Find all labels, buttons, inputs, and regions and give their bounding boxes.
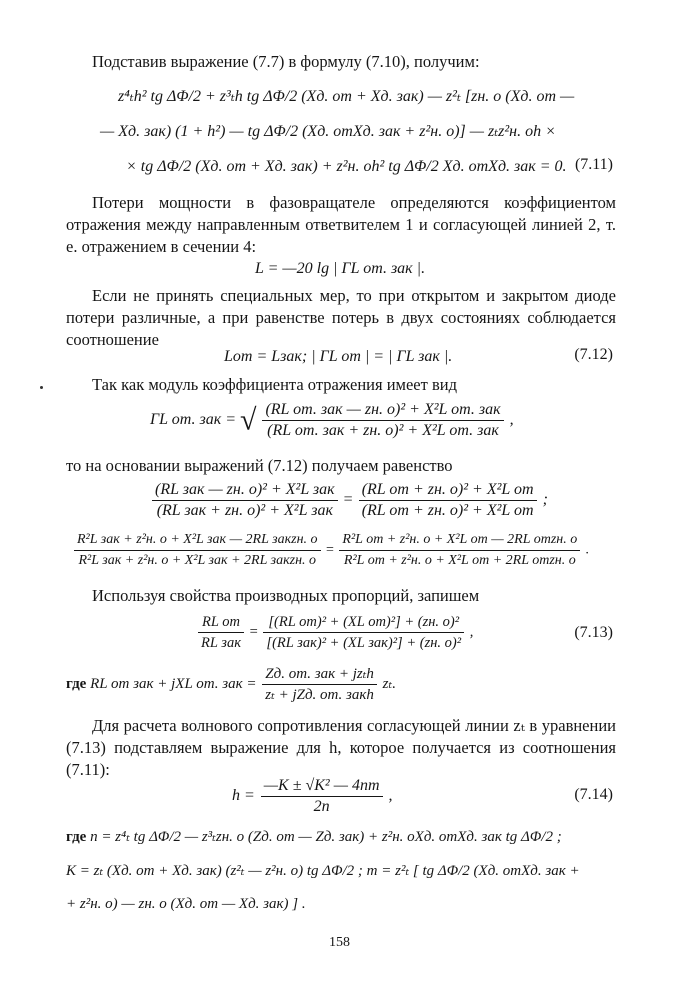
where-label: где [66, 829, 87, 845]
equation-7-11-line-3: × tg ΔΦ/2 (Xд. от + Xд. зак) + z²н. оh² tg ΔΦ/2 Xд. отXд. зак = 0. [126, 158, 567, 175]
equality2-left-numerator: R²L зак + z²н. о + X²L зак — 2RL закzн. о [74, 530, 321, 551]
where-label: где [66, 675, 87, 692]
equals-sign: = [326, 542, 334, 558]
wave-impedance-paragraph: Для расчета волнового сопротивления согласующей линии zₜ в уравнении (7.13) подставляем выражение для h, которое получается из соотношения (7.11): [66, 716, 616, 779]
eq714-fraction [261, 776, 383, 817]
equals-sign: = [343, 491, 353, 509]
eq713-lhs-denominator: RL зак [201, 635, 241, 651]
equality2-right-fraction [339, 530, 580, 571]
equality1-right-denominator: (RL от + zн. о)² + X²L от [361, 502, 534, 519]
equality2-left-fraction [74, 530, 321, 571]
special-measures-paragraph: Если не принять специальных мер, то при открытом и закрытом диоде потери различные, а при равенстве потерь в двух состояниях соблюдается соотношение [66, 286, 616, 349]
equation-gamma [150, 400, 514, 441]
equation-equality-1 [150, 480, 548, 521]
equals-sign: = [249, 623, 258, 640]
equation-7-12: Lот = Lзак; | ΓL от | = | ΓL зак |. [224, 348, 453, 365]
equation-7-14 [232, 776, 393, 817]
derivative-paragraph: Используя свойства производных пропорций, запишем [92, 586, 480, 605]
equation-where-2-line-1 [66, 826, 562, 848]
equation-7-13 [196, 612, 473, 653]
square-root-icon: √ [239, 403, 257, 437]
equality1-left-fraction [152, 480, 338, 521]
page-number: 158 [329, 935, 350, 950]
where1-numerator: Zд. от. зак + jzₜh [262, 664, 377, 685]
equality1-left-denominator: (RL зак + zн. о)² + X²L зак [156, 502, 333, 519]
equation-7-11-line-1: z⁴ₜh² tg ΔΦ/2 + z³ₜh tg ΔΦ/2 (Xд. от + Xд. зак) — z²ₜ [zн. о (Xд. от — [118, 88, 575, 105]
eq714-numerator: —K ± √K² — 4nm [261, 776, 383, 797]
equation-number-7-13: (7.13) [574, 624, 613, 641]
gamma-denominator: (RL от. зак + zн. о)² + X²L от. зак [267, 422, 499, 439]
where1-lhs: RL от зак + jXL от. зак = [90, 675, 257, 692]
equation-number-7-11: (7.11) [574, 156, 613, 173]
intro-paragraph: Подставив выражение (7.7) в формулу (7.10), получим: [92, 52, 480, 71]
equality2-tail: . [585, 542, 590, 558]
equation-where-1 [66, 664, 396, 705]
equality1-right-numerator: (RL от + zн. о)² + X²L от [359, 480, 537, 501]
equation-loss-L: L = —20 lg | ΓL от. зак |. [255, 260, 426, 277]
where2-line-1: n = z⁴ₜ tg ΔΦ/2 — z³ₜzн. о (Zд. от — Zд. зак) + z²н. оXд. отXд. зак tg ΔΦ/2 ; [90, 829, 562, 845]
modulus-paragraph: Так как модуль коэффициента отражения имеет вид [92, 375, 457, 394]
gamma-tail: , [509, 411, 514, 429]
equation-where-2-line-2: K = zₜ (Xд. от + Xд. зак) (z²ₜ — z²н. о) tg ΔΦ/2 ; m = z²ₜ [ tg ΔΦ/2 (Xд. отXд. зак + [66, 863, 580, 879]
equality1-left-numerator: (RL зак — zн. о)² + X²L зак [152, 480, 338, 501]
eq714-denominator: 2n [313, 798, 330, 815]
print-speck [40, 386, 43, 389]
equality1-tail: ; [542, 491, 548, 509]
equality2-right-numerator: R²L от + z²н. о + X²L от — 2RL отzн. о [339, 530, 580, 551]
equation-number-7-14: (7.14) [574, 786, 613, 803]
equation-7-11-line-2: — Xд. зак) (1 + h²) — tg ΔΦ/2 (Xд. отXд. зак + z²н. о)] — zₜz²н. оh × [100, 123, 556, 140]
gamma-numerator: (RL от. зак — zн. о)² + X²L от. зак [262, 400, 503, 421]
losses-paragraph: Потери мощности в фазовращателе определяются коэффициентом отражения между направленным ответвителем 1 и согласующей линией 2, т. е. отражением в сечении 4: [66, 193, 616, 256]
eq713-lhs-numerator: RL от [198, 612, 244, 633]
equality1-right-fraction [359, 480, 537, 521]
equality2-left-denominator: R²L зак + z²н. о + X²L зак + 2RL закzн. о [78, 553, 317, 568]
equation-number-7-12: (7.12) [574, 346, 613, 363]
eq714-tail: , [388, 787, 393, 805]
gamma-fraction [262, 400, 503, 441]
eq713-rhs-numerator: [(RL от)² + (XL от)²] + (zн. о)² [263, 612, 464, 633]
eq713-rhs-denominator: [(RL зак)² + (XL зак)²] + (zн. о)² [266, 635, 462, 651]
equality2-right-denominator: R²L от + z²н. о + X²L от + 2RL отzн. о [343, 553, 576, 568]
eq714-lhs: h = [232, 787, 255, 805]
eq713-rhs-fraction [263, 612, 464, 653]
equation-equality-2 [72, 530, 589, 571]
where1-fraction [262, 664, 377, 705]
gamma-lhs: ΓL от. зак = [150, 411, 236, 429]
equality-paragraph: то на основании выражений (7.12) получаем равенство [66, 456, 453, 475]
where1-denominator: zₜ + jZд. от. закh [265, 687, 374, 703]
where1-tail: zₜ. [382, 675, 396, 692]
equation-where-2-line-3: + z²н. о) — zн. о (Xд. от — Xд. зак) ] . [66, 896, 306, 912]
eq713-lhs-fraction [198, 612, 244, 653]
eq713-tail: , [469, 623, 474, 640]
